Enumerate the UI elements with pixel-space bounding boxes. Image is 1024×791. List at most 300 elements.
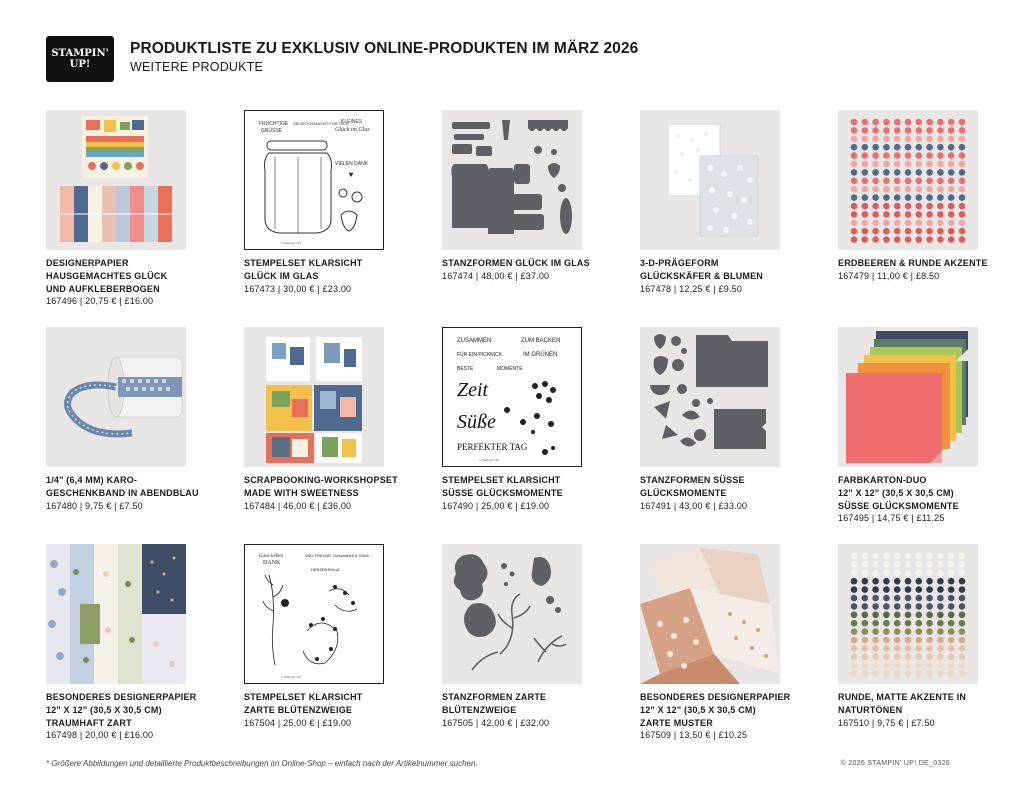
accent-dot — [894, 553, 901, 560]
product-name: DESIGNERPAPIER HAUSGEMACHTES GLÜCK UND AUFKLEBERBOGEN — [46, 258, 168, 294]
accent-dot — [959, 203, 966, 210]
accent-dot — [937, 670, 944, 677]
accent-dot — [916, 662, 923, 669]
accent-dot — [851, 228, 858, 235]
accent-dot — [916, 236, 923, 243]
accent-dot — [926, 186, 933, 193]
stamp-text: GRÜSSE — [261, 128, 283, 134]
accent-dot — [851, 136, 858, 143]
product-price: 167510 | 9,75 € | £7.50 — [838, 717, 935, 728]
accent-dot — [883, 228, 890, 235]
accent-dot — [883, 194, 890, 201]
scrapbook-kit-image — [244, 327, 384, 467]
accent-dot — [883, 203, 890, 210]
product-card[interactable] — [442, 327, 622, 512]
accent-dot — [851, 670, 858, 677]
accent-dot — [916, 670, 923, 677]
accent-dot — [926, 236, 933, 243]
stamp-set-sweet-image — [442, 327, 582, 467]
accent-dot — [872, 127, 879, 134]
accent-dot — [926, 194, 933, 201]
accent-dot — [894, 194, 901, 201]
accent-dot — [894, 628, 901, 635]
accent-dot — [872, 186, 879, 193]
product-price: 167504 | 25,00 € | £19.00 — [244, 717, 352, 728]
product-name: STEMPELSET KLARSICHT SÜSSE GLÜCKSMOMENTE — [442, 475, 563, 498]
accent-dot — [894, 144, 901, 151]
accent-dot — [851, 161, 858, 168]
accent-dot — [872, 670, 879, 677]
accent-dot — [851, 662, 858, 669]
stamp-text: Zeit — [457, 379, 489, 401]
designer-paper-image — [46, 110, 186, 250]
accent-dot — [862, 586, 869, 593]
product-price: 167490 | 25,00 € | £19.00 — [442, 500, 550, 511]
product-card[interactable] — [640, 327, 820, 512]
accent-dot — [905, 578, 912, 585]
accent-dot — [959, 211, 966, 218]
accent-dot — [862, 561, 869, 568]
accent-dot — [862, 203, 869, 210]
stamp-set-jar-image — [244, 110, 384, 250]
product-name: BESONDERES DESIGNERPAPIER 12" X 12" (30,5 X 30,5 CM) ZARTE MUSTER — [640, 692, 791, 728]
accent-dot — [959, 144, 966, 151]
accent-dot — [862, 578, 869, 585]
product-name: 3-D-PRÄGEFORM GLÜCKSKÄFER & BLUMEN — [640, 258, 763, 281]
designer-paper-dreamy-image — [46, 544, 186, 684]
accent-dot — [905, 561, 912, 568]
accent-dot — [905, 654, 912, 661]
accent-dot — [948, 553, 955, 560]
accent-dot — [916, 211, 923, 218]
accent-dot — [959, 595, 966, 602]
accent-dot — [862, 654, 869, 661]
accent-dot — [905, 570, 912, 577]
accent-dot — [851, 637, 858, 644]
accent-dot — [937, 119, 944, 126]
accent-dot — [883, 144, 890, 151]
accent-dot — [851, 561, 858, 568]
accent-dot — [851, 119, 858, 126]
product-price: 167474 | 48,00 € | £37.00 — [442, 270, 550, 281]
accent-dot — [926, 136, 933, 143]
accent-dot — [905, 211, 912, 218]
accent-dot — [883, 662, 890, 669]
product-price: 167478 | 12,25 € | £9.50 — [640, 283, 743, 294]
accent-dot — [851, 612, 858, 619]
product-price: 167484 | 46,00 € | £36.00 — [244, 500, 352, 511]
accent-dot — [959, 561, 966, 568]
product-card[interactable] — [244, 110, 424, 295]
accent-dot — [959, 603, 966, 610]
accent-dot — [937, 662, 944, 669]
accent-dot — [937, 553, 944, 560]
accent-dot — [851, 194, 858, 201]
accent-dot — [916, 203, 923, 210]
accent-dot — [883, 236, 890, 243]
accent-dot — [894, 612, 901, 619]
accent-dot — [894, 161, 901, 168]
accent-dot — [937, 236, 944, 243]
accent-dot — [894, 645, 901, 652]
accent-dot — [894, 561, 901, 568]
accent-dot — [937, 169, 944, 176]
accent-dot — [959, 612, 966, 619]
accent-dot — [862, 628, 869, 635]
accent-dot — [926, 612, 933, 619]
accent-dot — [926, 578, 933, 585]
accent-dot — [948, 586, 955, 593]
accent-dot — [862, 236, 869, 243]
accent-dot — [959, 654, 966, 661]
accent-dot — [905, 228, 912, 235]
product-price: 167473 | 30,00 € | £23.00 — [244, 283, 352, 294]
accent-dot — [959, 161, 966, 168]
accent-dot — [916, 178, 923, 185]
page-title: PRODUKTLISTE ZU EXKLUSIV ONLINE-PRODUKTEN IM MÄRZ 2026 — [130, 40, 639, 57]
accent-dot — [872, 228, 879, 235]
accent-dot — [872, 645, 879, 652]
product-card[interactable] — [838, 327, 1018, 525]
accent-dot — [937, 578, 944, 585]
stampin-up-logo: STAMPIN' UP! — [46, 36, 114, 82]
accent-dot — [926, 228, 933, 235]
accent-dot — [916, 628, 923, 635]
accent-dot — [948, 595, 955, 602]
accent-dot — [937, 628, 944, 635]
accent-dot — [905, 620, 912, 627]
accent-dot — [926, 127, 933, 134]
accent-dot — [894, 603, 901, 610]
accent-dot — [937, 194, 944, 201]
accent-dot — [872, 578, 879, 585]
accent-dot — [926, 595, 933, 602]
accent-dot — [948, 228, 955, 235]
accent-dot — [862, 194, 869, 201]
accent-dot — [894, 236, 901, 243]
accent-dot — [883, 186, 890, 193]
accent-dot — [948, 127, 955, 134]
accent-dot — [905, 186, 912, 193]
accent-dot — [926, 603, 933, 610]
accent-dot — [862, 603, 869, 610]
stamp-text: VIEL FREUDE, Gesundheit & Glück — [305, 553, 369, 558]
accent-dot — [959, 127, 966, 134]
accent-dot — [872, 620, 879, 627]
accent-dot — [916, 595, 923, 602]
accent-dot — [883, 595, 890, 602]
accent-dot — [872, 561, 879, 568]
accent-dot — [926, 637, 933, 644]
accent-dot — [948, 570, 955, 577]
accent-dot — [937, 152, 944, 159]
accent-dot — [851, 211, 858, 218]
accent-dot — [959, 220, 966, 227]
accent-dot — [948, 603, 955, 610]
accent-dot — [872, 161, 879, 168]
dies-sweet-image — [640, 327, 780, 467]
product-name: STEMPELSET KLARSICHT GLÜCK IM GLAS — [244, 258, 363, 281]
accent-dot — [883, 570, 890, 577]
accent-dot — [905, 553, 912, 560]
designer-paper-delicate-image — [640, 544, 780, 684]
accent-dot — [926, 670, 933, 677]
product-card[interactable] — [838, 110, 1018, 283]
accent-dot — [851, 586, 858, 593]
accent-dot — [872, 654, 879, 661]
accent-dot — [948, 169, 955, 176]
accent-dot — [883, 220, 890, 227]
accent-dot — [948, 203, 955, 210]
stamp-text: Glück im Glas — [335, 127, 370, 133]
accent-dot — [862, 152, 869, 159]
accent-dot — [862, 645, 869, 652]
product-card[interactable] — [46, 327, 226, 512]
svg-text:© Stampin' Up!: © Stampin' Up! — [281, 675, 302, 679]
accent-dot — [959, 152, 966, 159]
accent-dot — [959, 637, 966, 644]
accent-dot — [894, 136, 901, 143]
accent-dot — [959, 136, 966, 143]
accent-dot — [862, 169, 869, 176]
accent-dot — [851, 645, 858, 652]
accent-dot — [894, 152, 901, 159]
accent-dot — [959, 178, 966, 185]
product-card[interactable] — [244, 327, 424, 512]
accent-dot — [851, 127, 858, 134]
accent-dot — [905, 670, 912, 677]
accent-dot — [959, 169, 966, 176]
accent-dot — [883, 603, 890, 610]
accent-dot — [926, 561, 933, 568]
product-card[interactable] — [442, 544, 622, 729]
accent-dot — [916, 228, 923, 235]
accent-dot — [894, 586, 901, 593]
accent-dot — [894, 178, 901, 185]
accent-dot — [937, 570, 944, 577]
accent-dot — [894, 220, 901, 227]
accent-dot — [916, 570, 923, 577]
accent-dot — [872, 637, 879, 644]
accent-dot — [937, 228, 944, 235]
accent-dot — [937, 612, 944, 619]
accent-dot — [872, 586, 879, 593]
accent-dot — [905, 161, 912, 168]
accent-dot — [948, 561, 955, 568]
accent-dot — [894, 662, 901, 669]
accent-dot — [862, 127, 869, 134]
accent-dot — [883, 645, 890, 652]
stamp-text: MOMENTE — [497, 366, 523, 372]
accent-dot — [926, 144, 933, 151]
accent-dot — [862, 570, 869, 577]
accent-dot — [872, 603, 879, 610]
accent-dot — [883, 136, 890, 143]
accent-dot — [959, 119, 966, 126]
product-name: FARBKARTON-DUO 12" X 12" (30,5 X 30,5 CM) SÜSSE GLÜCKSMOMENTE — [838, 475, 959, 511]
accent-dot — [937, 178, 944, 185]
accent-dot — [948, 578, 955, 585]
accent-dot — [894, 654, 901, 661]
accent-dot — [872, 662, 879, 669]
accent-dot — [883, 161, 890, 168]
accent-dot — [948, 637, 955, 644]
accent-dot — [926, 553, 933, 560]
accent-dot — [894, 570, 901, 577]
accent-dot — [872, 628, 879, 635]
accent-dot — [916, 161, 923, 168]
accent-dot — [851, 144, 858, 151]
accent-dot — [872, 595, 879, 602]
accent-dot — [894, 169, 901, 176]
accent-dot — [851, 186, 858, 193]
accent-dot — [937, 161, 944, 168]
product-card[interactable] — [46, 110, 226, 308]
accent-dot — [883, 670, 890, 677]
accent-dot — [905, 119, 912, 126]
product-card[interactable] — [46, 544, 226, 742]
accent-dot — [948, 620, 955, 627]
accent-dot — [883, 620, 890, 627]
accent-dot — [883, 211, 890, 218]
stamp-set-blossom-image — [244, 544, 384, 684]
product-name: STANZFORMEN GLÜCK IM GLAS — [442, 258, 590, 268]
product-price: 167496 | 20,75 € | £16.00 — [46, 296, 154, 307]
accent-dot — [959, 570, 966, 577]
accent-dot — [948, 662, 955, 669]
accent-dot — [851, 620, 858, 627]
accent-dot — [905, 662, 912, 669]
accent-dot — [948, 670, 955, 677]
accent-dot — [883, 586, 890, 593]
accent-dot — [916, 152, 923, 159]
accent-dot — [959, 586, 966, 593]
accent-dot — [851, 603, 858, 610]
accent-dot — [916, 561, 923, 568]
stamp-text: KLEINES — [341, 119, 363, 125]
accent-dot — [905, 144, 912, 151]
accent-dot — [862, 161, 869, 168]
product-card[interactable] — [244, 544, 424, 729]
accent-dot — [916, 553, 923, 560]
accent-dot — [862, 595, 869, 602]
product-price: 167480 | 9,75 € | £7.50 — [46, 500, 143, 511]
stamp-text: IM GRÜNEN — [523, 352, 558, 358]
accent-dot — [916, 136, 923, 143]
matte-dots-image — [838, 544, 978, 684]
product-name: 1/4" (6,4 MM) KARO- GESCHENKBAND IN ABENDBLAU — [46, 475, 199, 498]
accent-dot — [926, 628, 933, 635]
accent-dot — [905, 127, 912, 134]
accent-dot — [862, 211, 869, 218]
accent-dot — [851, 654, 858, 661]
accent-dot — [894, 228, 901, 235]
accent-dot — [862, 228, 869, 235]
accent-dot — [926, 161, 933, 168]
accent-dot — [872, 169, 879, 176]
accent-dot — [916, 194, 923, 201]
accent-dot — [883, 119, 890, 126]
accent-dot — [894, 595, 901, 602]
product-card[interactable] — [640, 110, 820, 295]
accent-dot — [883, 169, 890, 176]
accent-dot — [948, 628, 955, 635]
accent-dot — [862, 612, 869, 619]
accent-dot — [926, 570, 933, 577]
accent-dot — [905, 236, 912, 243]
accent-dot — [905, 595, 912, 602]
accent-dot — [905, 178, 912, 185]
accent-dot — [937, 220, 944, 227]
stamp-text: DANK — [263, 560, 281, 566]
dies-blossom-image — [442, 544, 582, 684]
accent-dot — [937, 186, 944, 193]
accent-dot — [926, 620, 933, 627]
stamp-text: BESTE — [457, 366, 474, 372]
product-price: 167505 | 42,00 € | £32.00 — [442, 717, 550, 728]
accent-dot — [926, 220, 933, 227]
strawberry-accents-image — [838, 110, 978, 250]
product-card[interactable] — [640, 544, 820, 742]
accent-dot — [872, 220, 879, 227]
accent-dot — [959, 628, 966, 635]
stamp-text: ZUSAMMEN — [457, 338, 492, 344]
accent-dot — [862, 670, 869, 677]
product-price: 167509 | 13,50 € | £10.25 — [640, 730, 748, 741]
accent-dot — [916, 637, 923, 644]
product-card[interactable] — [838, 544, 1018, 729]
accent-dot — [937, 561, 944, 568]
accent-dot — [851, 570, 858, 577]
accent-dot — [916, 220, 923, 227]
accent-dot — [851, 178, 858, 185]
accent-dot — [916, 645, 923, 652]
accent-dot — [905, 194, 912, 201]
cardstock-duo-image — [838, 327, 978, 467]
accent-dot — [883, 578, 890, 585]
accent-dot — [883, 152, 890, 159]
accent-dot — [883, 637, 890, 644]
product-name: RUNDE, MATTE AKZENTE IN NATURTÖNEN — [838, 692, 967, 715]
accent-dot — [851, 628, 858, 635]
accent-dot — [959, 553, 966, 560]
accent-dot — [883, 628, 890, 635]
accent-dot — [959, 228, 966, 235]
accent-dot — [894, 203, 901, 210]
accent-dot — [959, 578, 966, 585]
page-subtitle: WEITERE PRODUKTE — [130, 60, 264, 74]
accent-dot — [937, 645, 944, 652]
stamp-text: FÜR EIN PICKNICK — [457, 352, 503, 358]
accent-dot — [894, 186, 901, 193]
accent-dot — [926, 654, 933, 661]
accent-dot — [916, 169, 923, 176]
accent-dot — [851, 553, 858, 560]
accent-dot — [894, 670, 901, 677]
accent-dot — [948, 161, 955, 168]
accent-dot — [883, 654, 890, 661]
accent-dot — [916, 186, 923, 193]
product-name: STEMPELSET KLARSICHT ZARTE BLÜTENZWEIGE — [244, 692, 363, 715]
product-card[interactable] — [442, 110, 622, 283]
accent-dot — [948, 236, 955, 243]
accent-dot — [905, 637, 912, 644]
svg-text:© Stampin' Up!: © Stampin' Up! — [479, 458, 500, 462]
svg-text:© Stampin' Up!: © Stampin' Up! — [281, 241, 302, 245]
accent-dot — [894, 119, 901, 126]
accent-dot — [916, 127, 923, 134]
accent-dot — [948, 119, 955, 126]
